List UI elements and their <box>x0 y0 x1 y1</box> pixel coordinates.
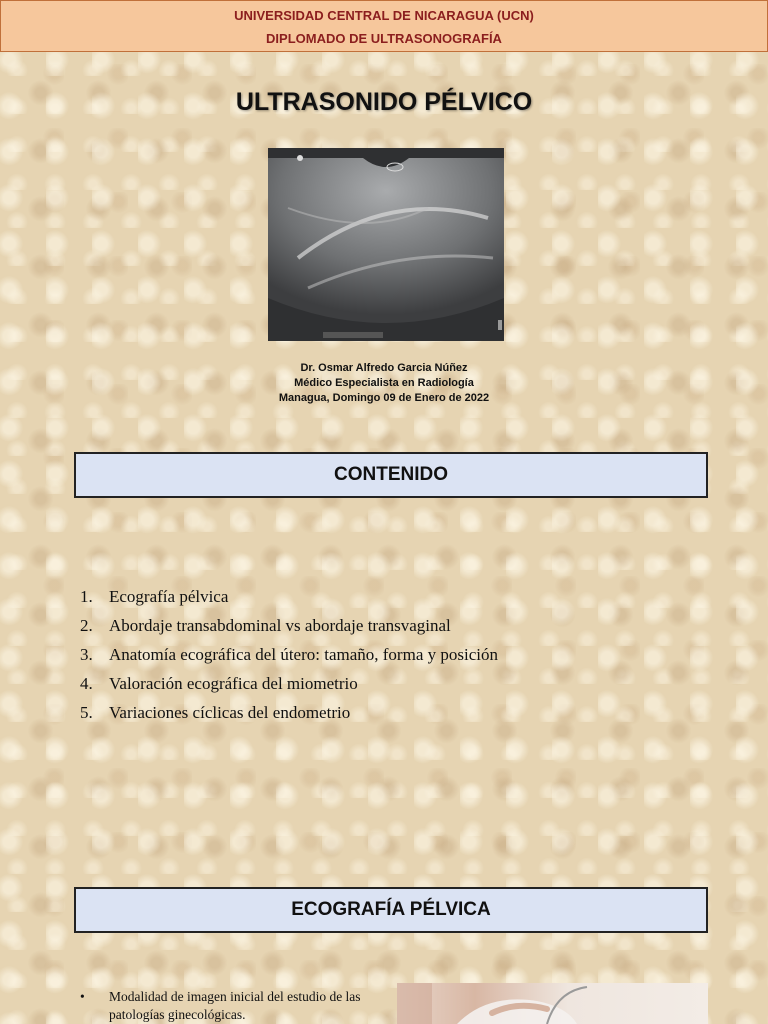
bullet-icon: • <box>80 989 85 1004</box>
list-item: 4. Valoración ecográfica del miometrio <box>80 674 358 693</box>
author-role: Médico Especialista en Radiología <box>294 377 474 389</box>
list-item: 3. Anatomía ecográfica del útero: tamaño, forma y posición <box>80 645 498 664</box>
ultrasound-exam-photo <box>397 983 708 1024</box>
list-item: 2. Abordaje transabdominal vs abordaje transvaginal <box>80 616 451 635</box>
place-date: Managua, Domingo 09 de Enero de 2022 <box>278 392 490 404</box>
section-heading: ECOGRAFÍA PÉLVICA <box>74 887 708 933</box>
author-name: Dr. Osmar Alfredo Garcia Núñez <box>300 362 468 374</box>
list-item: 5. Variaciones cíclicas del endometrio <box>80 703 351 722</box>
course-name: DIPLOMADO DE ULTRASONOGRAFÍA <box>266 31 502 46</box>
university-name: UNIVERSIDAD CENTRAL DE NICARAGUA (UCN) <box>234 8 534 23</box>
cover-slide <box>0 0 768 440</box>
section-slide <box>0 865 768 1024</box>
page-title: ULTRASONIDO PÉLVICO <box>235 88 533 116</box>
ultrasound-image <box>268 148 504 341</box>
list-item: 1. Ecografía pélvica <box>80 587 229 606</box>
bullet-text: Modalidad de imagen inicial del estudio de las patologías ginecológicas. <box>109 989 361 1022</box>
university-header <box>0 0 768 52</box>
contents-heading: CONTENIDO <box>74 452 708 498</box>
contents-list <box>80 582 498 727</box>
contents-slide <box>0 440 768 865</box>
author-credits <box>0 361 768 406</box>
